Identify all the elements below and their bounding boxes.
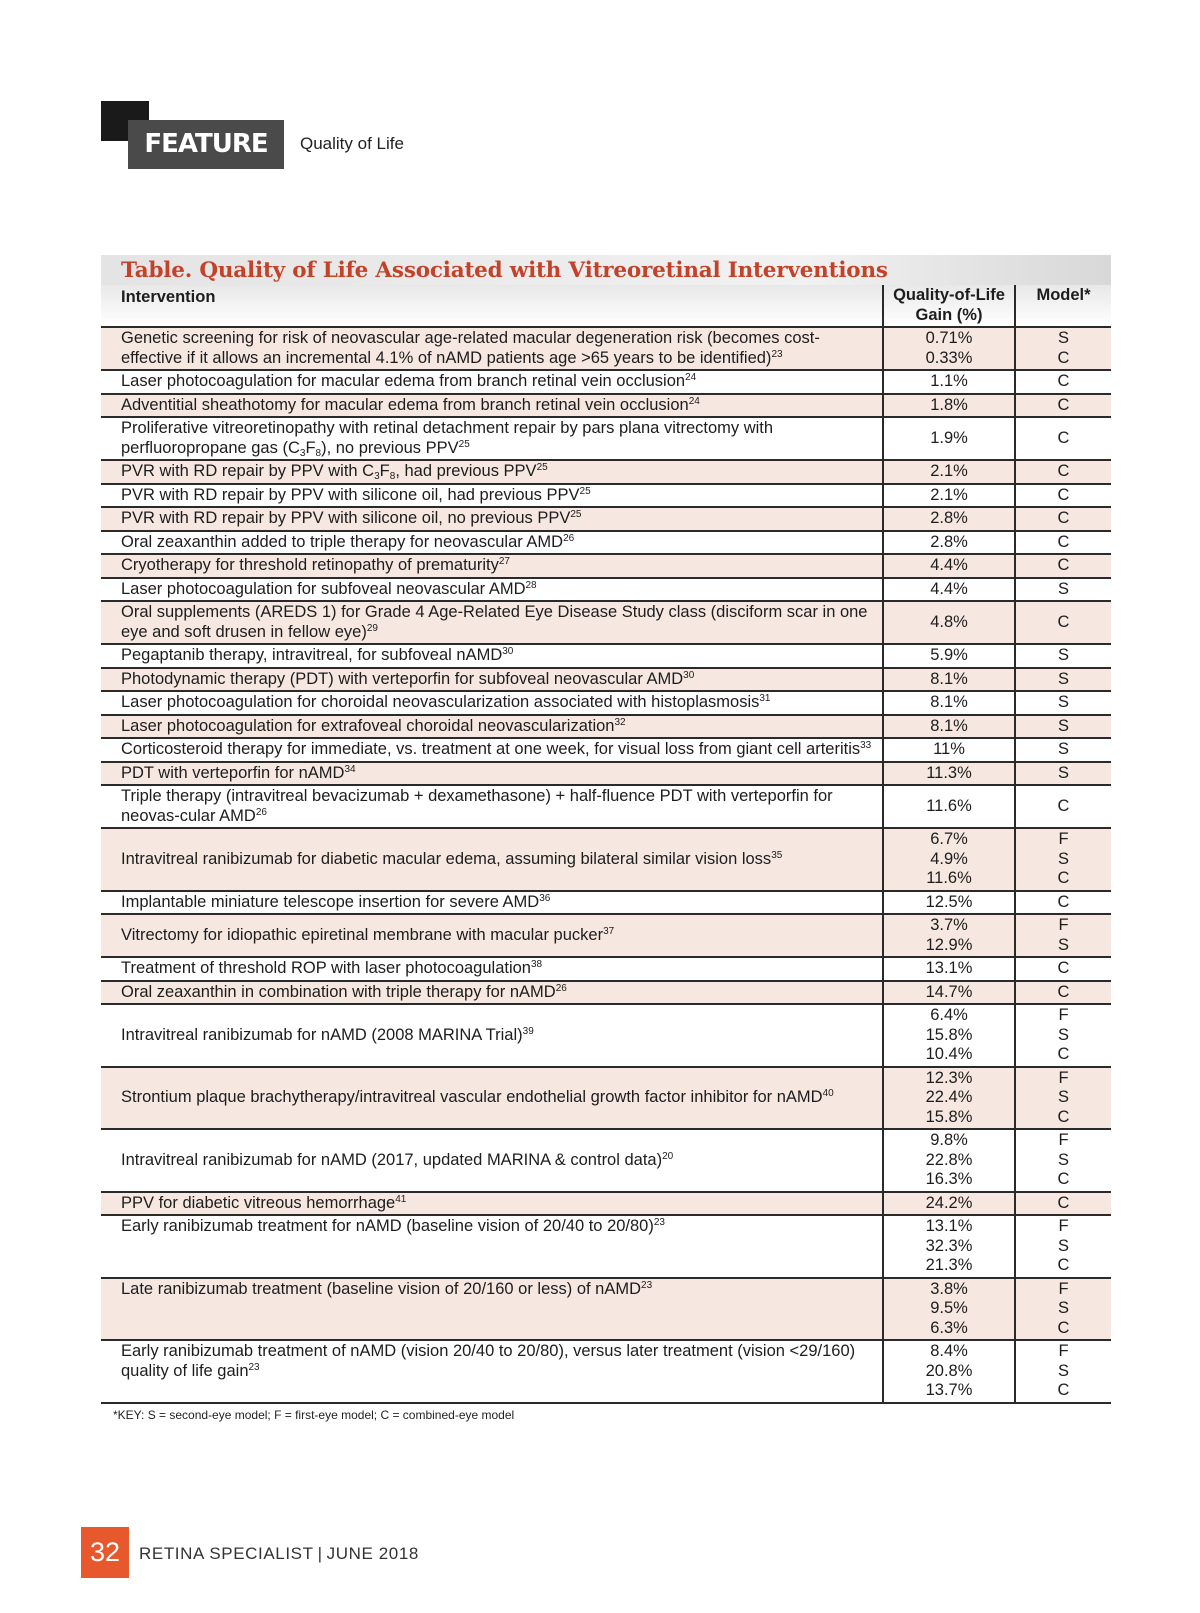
gain-cell	[883, 957, 1015, 981]
intervention-cell	[101, 484, 883, 508]
reference-number: 27	[498, 556, 510, 567]
intervention-cell	[101, 554, 883, 578]
model-value: C	[1057, 612, 1070, 631]
gain-value: 3.7%	[930, 916, 968, 934]
intervention-cell	[101, 914, 883, 957]
intervention-text: Oral zeaxanthin in combination with triple therapy for nAMD	[121, 982, 556, 1001]
intervention-cell	[101, 1067, 883, 1130]
gain-cell	[883, 738, 1015, 762]
table-row	[101, 578, 1111, 602]
model-value: S	[1057, 935, 1069, 954]
model-cell	[1015, 1278, 1111, 1341]
gain-value: 5.9%	[930, 646, 968, 664]
model-value: S	[1057, 669, 1069, 688]
gain-cell	[883, 981, 1015, 1005]
model-cell	[1015, 644, 1111, 668]
model-cell	[1015, 738, 1111, 762]
intervention-cell	[101, 1340, 883, 1403]
gain-cell	[883, 1192, 1015, 1216]
gain-cell	[883, 914, 1015, 957]
table-title-bar	[101, 255, 1111, 285]
table-row	[101, 668, 1111, 692]
model-value: C	[1057, 395, 1070, 414]
table-row	[101, 1215, 1111, 1278]
intervention-text: Treatment of threshold ROP with laser photocoagulation	[121, 959, 531, 977]
gain-value: 12.9%	[925, 935, 973, 954]
gain-value: 16.3%	[925, 1170, 973, 1188]
model-value: F	[1058, 916, 1069, 934]
gain-value: 4.9%	[930, 849, 968, 868]
model-value: C	[1057, 556, 1070, 574]
gain-cell	[883, 891, 1015, 915]
model-cell	[1015, 460, 1111, 484]
model-value: C	[1057, 796, 1070, 815]
model-value: F	[1058, 1217, 1069, 1235]
gain-value: 11.6%	[926, 796, 972, 815]
reference-number: 25	[458, 438, 470, 450]
gain-value: 12.3%	[925, 1068, 973, 1087]
model-value: S	[1057, 763, 1069, 782]
model-cell	[1015, 957, 1111, 981]
gain-cell	[883, 668, 1015, 692]
model-cell	[1015, 691, 1111, 715]
gain-value: 15.8%	[925, 1025, 973, 1044]
table-row	[101, 507, 1111, 531]
reference-number: 35	[771, 849, 783, 861]
gain-value: 1.1%	[930, 372, 968, 390]
reference-number: 23	[248, 1361, 260, 1373]
model-cell	[1015, 554, 1111, 578]
table-row	[101, 691, 1111, 715]
qol-table	[101, 285, 1111, 1404]
reference-number: 25	[579, 485, 591, 497]
gain-cell	[883, 1215, 1015, 1278]
reference-number: 24	[685, 372, 697, 383]
reference-number: 40	[822, 1088, 834, 1099]
model-cell	[1015, 1340, 1111, 1403]
reference-number: 38	[530, 959, 543, 970]
gain-value: 8.1%	[930, 693, 968, 711]
intervention-cell	[101, 785, 883, 828]
intervention-text: Oral zeaxanthin added to triple therapy for neovascular AMD	[121, 532, 564, 551]
gain-value: 4.4%	[930, 579, 968, 598]
gain-cell	[883, 417, 1015, 460]
gain-cell	[883, 1004, 1015, 1067]
intervention-cell	[101, 417, 883, 460]
intervention-text: Laser photocoagulation for macular edema from branch retinal vein occlusion	[121, 372, 686, 390]
model-cell	[1015, 327, 1111, 370]
reference-number: 41	[395, 1193, 407, 1205]
col-header-model: Model*	[1015, 285, 1111, 327]
model-value: C	[1057, 1170, 1070, 1188]
model-cell	[1015, 394, 1111, 418]
intervention-text: Pegaptanib therapy, intravitreal, for subfoveal nAMD	[121, 646, 503, 664]
intervention-text: Triple therapy (intravitreal bevacizumab + dexamethasone) + half-fluence PDT with verteporfin for neovas-cular AMD	[121, 787, 833, 825]
gain-value: 24.2%	[925, 1193, 973, 1212]
intervention-text: Intravitreal ranibizumab for diabetic macular edema, assuming bilateral similar vision loss	[121, 849, 772, 868]
reference-number: 25	[536, 462, 548, 473]
table-row	[101, 981, 1111, 1005]
gain-value: 15.8%	[925, 1107, 973, 1126]
model-cell	[1015, 762, 1111, 786]
publication-footer	[139, 1544, 419, 1564]
intervention-cell	[101, 531, 883, 555]
intervention-text: Genetic screening for risk of neovascular age-related macular degeneration risk (becomes cost-effective if it allows an incremental 4.1% of nAMD patients age >65 years to be identified)	[121, 329, 820, 367]
intervention-text: Adventitial sheathotomy for macular edema from branch retinal vein occlusion	[121, 395, 689, 414]
gain-value: 20.8%	[925, 1361, 973, 1380]
gain-value: 13.1%	[925, 1217, 973, 1235]
gain-value: 3.8%	[930, 1279, 968, 1298]
reference-number: 23	[771, 348, 783, 360]
gain-cell	[883, 828, 1015, 891]
reference-number: 33	[860, 740, 872, 751]
reference-number: 37	[603, 925, 615, 937]
table-row	[101, 1067, 1111, 1130]
gain-value: 1.9%	[930, 428, 968, 447]
reference-number: 25	[570, 509, 582, 520]
gain-cell	[883, 785, 1015, 828]
intervention-cell	[101, 370, 883, 394]
gain-value: 21.3%	[925, 1256, 973, 1274]
intervention-text: Intravitreal ranibizumab for nAMD (2017, updated MARINA & control data)	[121, 1150, 663, 1169]
table-row	[101, 785, 1111, 828]
reference-number: 23	[653, 1217, 665, 1228]
gain-cell	[883, 484, 1015, 508]
model-cell	[1015, 1215, 1111, 1278]
gain-cell	[883, 370, 1015, 394]
gain-cell	[883, 531, 1015, 555]
model-value: F	[1058, 1279, 1069, 1298]
model-value: C	[1057, 509, 1070, 527]
model-cell	[1015, 1192, 1111, 1216]
intervention-cell	[101, 507, 883, 531]
model-value: C	[1057, 982, 1070, 1001]
model-cell	[1015, 785, 1111, 828]
gain-value: 2.1%	[930, 485, 968, 504]
publication-name: RETINA SPECIALIST	[139, 1544, 314, 1563]
gain-value: 9.8%	[930, 1131, 968, 1149]
gain-value: 13.1%	[925, 959, 973, 977]
intervention-text: Intravitreal ranibizumab for nAMD (2008 MARINA Trial)	[121, 1025, 523, 1044]
table-row	[101, 738, 1111, 762]
reference-number: 39	[522, 1025, 534, 1037]
page-number: 32	[81, 1527, 129, 1578]
intervention-cell	[101, 891, 883, 915]
intervention-cell	[101, 715, 883, 739]
gain-value: 8.1%	[930, 716, 968, 735]
gain-cell	[883, 460, 1015, 484]
intervention-text: Laser photocoagulation for extrafoveal choroidal neovascularization	[121, 716, 615, 735]
model-value: S	[1057, 740, 1069, 758]
gain-value: 11%	[933, 740, 965, 758]
gain-value: 0.33%	[925, 348, 973, 367]
model-cell	[1015, 914, 1111, 957]
reference-number: 24	[688, 395, 700, 407]
reference-number: 26	[563, 532, 575, 544]
intervention-cell	[101, 1215, 883, 1278]
section-subtitle: Quality of Life	[300, 134, 404, 153]
gain-cell	[883, 1340, 1015, 1403]
table-title: Table. Quality of Life Associated with Vitreoretinal Interventions	[121, 258, 888, 283]
model-value: F	[1058, 1068, 1069, 1087]
intervention-text: Cryotherapy for threshold retinopathy of prematurity	[121, 556, 499, 574]
table-row	[101, 601, 1111, 644]
intervention-cell	[101, 828, 883, 891]
intervention-cell	[101, 460, 883, 484]
intervention-text: PVR with RD repair by PPV with silicone oil, had previous PPV	[121, 485, 580, 504]
model-value: C	[1057, 1045, 1070, 1063]
table-row	[101, 370, 1111, 394]
intervention-cell	[101, 691, 883, 715]
reference-number: 32	[614, 716, 626, 728]
reference-number: 29	[366, 622, 378, 634]
model-value: S	[1057, 1236, 1069, 1255]
model-cell	[1015, 668, 1111, 692]
reference-number: 30	[502, 646, 514, 657]
model-cell	[1015, 484, 1111, 508]
model-value: S	[1057, 716, 1069, 735]
table-row	[101, 417, 1111, 460]
model-cell	[1015, 507, 1111, 531]
intervention-text: Photodynamic therapy (PDT) with verteporfin for subfoveal neovascular AMD	[121, 669, 684, 688]
model-value: C	[1057, 1318, 1070, 1337]
gain-cell	[883, 1278, 1015, 1341]
model-cell	[1015, 578, 1111, 602]
table-row	[101, 394, 1111, 418]
gain-cell	[883, 554, 1015, 578]
model-cell	[1015, 531, 1111, 555]
intervention-text: Laser photocoagulation for choroidal neovascularization associated with histoplasmosis	[121, 693, 760, 711]
table-row	[101, 1192, 1111, 1216]
model-value: S	[1057, 1025, 1069, 1044]
table-row	[101, 762, 1111, 786]
issue-date: JUNE 2018	[326, 1544, 419, 1563]
model-value: C	[1057, 959, 1070, 977]
gain-value: 11.6%	[926, 869, 972, 887]
intervention-cell	[101, 394, 883, 418]
intervention-text: Vitrectomy for idiopathic epiretinal membrane with macular pucker	[121, 925, 604, 944]
model-cell	[1015, 1067, 1111, 1130]
model-value: F	[1058, 1006, 1069, 1024]
reference-number: 30	[683, 669, 695, 681]
gain-value: 2.8%	[930, 509, 968, 527]
model-value: C	[1057, 372, 1070, 390]
intervention-text: PPV for diabetic vitreous hemorrhage	[121, 1193, 396, 1212]
gain-value: 4.8%	[930, 612, 968, 631]
intervention-cell	[101, 644, 883, 668]
model-value: C	[1057, 1256, 1070, 1274]
gain-cell	[883, 327, 1015, 370]
table-row	[101, 828, 1111, 891]
model-value: C	[1057, 485, 1070, 504]
model-value: F	[1058, 1131, 1069, 1149]
table-header-row	[101, 285, 1111, 327]
gain-value: 22.4%	[925, 1088, 973, 1106]
gain-value: 6.4%	[930, 1006, 968, 1024]
reference-number: 36	[539, 892, 551, 904]
intervention-text: PVR with RD repair by PPV with $C_3F_8$, had previous PPV	[121, 462, 537, 482]
intervention-cell	[101, 601, 883, 644]
reference-number: 31	[759, 693, 771, 704]
intervention-cell	[101, 762, 883, 786]
model-cell	[1015, 1129, 1111, 1192]
table-row	[101, 1278, 1111, 1341]
gain-value: 10.4%	[925, 1045, 973, 1063]
model-value: C	[1057, 428, 1070, 447]
intervention-cell	[101, 981, 883, 1005]
gain-cell	[883, 1067, 1015, 1130]
model-value: C	[1057, 348, 1070, 367]
intervention-text: Early ranibizumab treatment for nAMD (baseline vision of 20/40 to 20/80)	[121, 1217, 654, 1235]
intervention-cell	[101, 738, 883, 762]
table-row	[101, 914, 1111, 957]
gain-value: 22.8%	[925, 1150, 973, 1169]
gain-cell	[883, 762, 1015, 786]
gain-cell	[883, 394, 1015, 418]
model-value: S	[1057, 329, 1069, 347]
intervention-text: PDT with verteporfin for nAMD	[121, 763, 345, 782]
intervention-text: Oral supplements (AREDS 1) for Grade 4 Age-Related Eye Disease Study class (disciform scar in one eye and soft drusen in fellow eye)	[121, 603, 868, 641]
intervention-text: Late ranibizumab treatment (baseline vision of 20/160 or less) of nAMD	[121, 1279, 642, 1298]
intervention-text: PVR with RD repair by PPV with silicone oil, no previous PPV	[121, 509, 571, 527]
table-row	[101, 1004, 1111, 1067]
table-row	[101, 957, 1111, 981]
gain-value: 32.3%	[925, 1236, 973, 1255]
reference-number: 26	[255, 806, 267, 818]
model-cell	[1015, 1004, 1111, 1067]
intervention-cell	[101, 1278, 883, 1341]
gain-value: 0.71%	[925, 329, 973, 347]
gain-cell	[883, 507, 1015, 531]
intervention-text: Strontium plaque brachytherapy/intravitreal vascular endothelial growth factor inhibitor for nAMD	[121, 1088, 823, 1106]
table-row	[101, 327, 1111, 370]
model-value: C	[1057, 532, 1070, 551]
model-value: C	[1057, 892, 1070, 911]
model-value: S	[1057, 849, 1069, 868]
model-value: F	[1058, 1342, 1069, 1360]
col-header-intervention: Intervention	[101, 285, 883, 327]
model-value: S	[1057, 1299, 1069, 1317]
model-value: C	[1057, 869, 1070, 887]
table-row	[101, 554, 1111, 578]
intervention-cell	[101, 1129, 883, 1192]
table-key: *KEY: S = second-eye model; F = first-eye model; C = combined-eye model	[113, 1407, 515, 1422]
gain-value: 13.7%	[925, 1381, 973, 1399]
table-row	[101, 715, 1111, 739]
intervention-text: Implantable miniature telescope insertion for severe AMD	[121, 892, 540, 911]
model-value: C	[1057, 1193, 1070, 1212]
intervention-text: Laser photocoagulation for subfoveal neovascular AMD	[121, 579, 526, 598]
model-cell	[1015, 981, 1111, 1005]
gain-value: 12.5%	[925, 892, 973, 911]
reference-number: 23	[641, 1279, 653, 1291]
gain-value: 4.4%	[930, 556, 968, 574]
model-value: C	[1057, 1381, 1070, 1399]
model-cell	[1015, 715, 1111, 739]
table-row	[101, 1340, 1111, 1403]
table-row	[101, 644, 1111, 668]
intervention-cell	[101, 578, 883, 602]
model-value: S	[1057, 1150, 1069, 1169]
model-value: C	[1057, 462, 1070, 480]
intervention-text: Early ranibizumab treatment of nAMD (vision 20/40 to 20/80), versus later treatment (vision <29/160) quality of life gain	[121, 1342, 856, 1380]
intervention-cell	[101, 668, 883, 692]
model-cell	[1015, 828, 1111, 891]
model-value: S	[1057, 646, 1069, 664]
model-value: S	[1057, 693, 1069, 711]
model-value: S	[1057, 579, 1069, 598]
intervention-text: Corticosteroid therapy for immediate, vs. treatment at one week, for visual loss from giant cell arteritis	[121, 740, 861, 758]
table-row	[101, 531, 1111, 555]
reference-number: 20	[662, 1150, 674, 1162]
col-header-gain: Quality-of-Life Gain (%)	[883, 285, 1015, 327]
gain-value: 11.3%	[926, 763, 972, 782]
model-value: C	[1057, 1107, 1070, 1126]
intervention-cell	[101, 957, 883, 981]
gain-cell	[883, 691, 1015, 715]
qol-table-container	[101, 255, 1111, 1422]
table-row	[101, 484, 1111, 508]
model-cell	[1015, 891, 1111, 915]
table-row	[101, 460, 1111, 484]
footer-divider: |	[317, 1544, 323, 1563]
intervention-cell	[101, 1004, 883, 1067]
reference-number: 28	[525, 579, 537, 591]
gain-cell	[883, 1129, 1015, 1192]
table-row	[101, 1129, 1111, 1192]
gain-value: 14.7%	[925, 982, 973, 1001]
reference-number: 26	[555, 982, 567, 994]
gain-value: 2.1%	[930, 462, 968, 480]
model-cell	[1015, 370, 1111, 394]
gain-value: 6.3%	[930, 1318, 968, 1337]
model-cell	[1015, 417, 1111, 460]
model-cell	[1015, 601, 1111, 644]
section-tag: FEATURE	[128, 120, 284, 169]
gain-value: 9.5%	[930, 1299, 968, 1317]
gain-value: 8.1%	[930, 669, 968, 688]
gain-value: 2.8%	[930, 532, 968, 551]
intervention-cell	[101, 1192, 883, 1216]
model-value: F	[1058, 830, 1069, 848]
gain-value: 6.7%	[930, 830, 968, 848]
intervention-text: Proliferative vitreoretinopathy with retinal detachment repair by pars plana vitrectomy with perfluoropropane gas $(C_3F_8)$, no previous PPV	[121, 419, 774, 459]
gain-cell	[883, 601, 1015, 644]
model-value: S	[1057, 1361, 1069, 1380]
gain-value: 8.4%	[930, 1342, 968, 1360]
table-body	[101, 327, 1111, 1403]
intervention-cell	[101, 327, 883, 370]
table-row	[101, 891, 1111, 915]
gain-cell	[883, 578, 1015, 602]
gain-cell	[883, 644, 1015, 668]
model-value: S	[1057, 1088, 1069, 1106]
gain-value: 1.8%	[930, 395, 968, 414]
gain-cell	[883, 715, 1015, 739]
reference-number: 34	[344, 763, 356, 775]
